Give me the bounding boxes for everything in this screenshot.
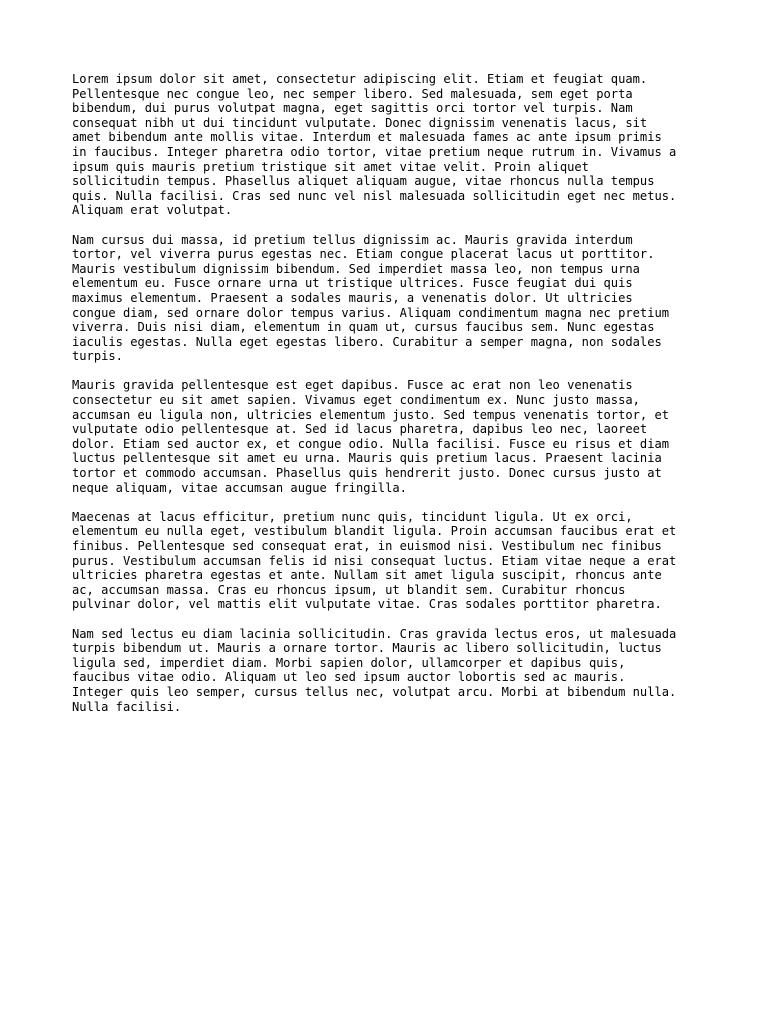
text-line: bibendum, dui purus volutpat magna, eget sagittis orci tortor vel turpis. Nam xyxy=(72,101,633,116)
text-line: accumsan eu ligula non, ultricies elementum justo. Sed tempus venenatis tortor, et xyxy=(72,407,670,422)
text-line: tortor, vel viverra purus egestas nec. Etiam congue placerat lacus ut porttitor. xyxy=(72,247,655,262)
paragraph-5 xyxy=(72,627,712,715)
text-line: tortor et commodo accumsan. Phasellus quis hendrerit justo. Donec cursus justo at xyxy=(72,466,662,481)
paragraph-2 xyxy=(72,233,712,364)
text-line: purus. Vestibulum accumsan felis id nisi consequat luctus. Etiam vitae neque a erat xyxy=(72,553,677,568)
paragraph-3 xyxy=(72,378,712,495)
text-line: ligula sed, imperdiet diam. Morbi sapien dolor, ullamcorper et dapibus quis, xyxy=(72,655,626,670)
text-line: consequat nibh ut dui tincidunt vulputate. Donec dignissim venenatis lacus, sit xyxy=(72,115,648,130)
text-line: Maecenas at lacus efficitur, pretium nunc quis, tincidunt ligula. Ut ex orci, xyxy=(72,509,633,524)
text-line: finibus. Pellentesque sed consequat erat, in euismod nisi. Vestibulum nec finibus xyxy=(72,539,662,553)
text-line: luctus pellentesque sit amet eu urna. Mauris quis pretium lacus. Praesent lacinia xyxy=(72,451,662,466)
text-line: Mauris gravida pellentesque est eget dapibus. Fusce ac erat non leo venenatis xyxy=(72,378,633,393)
paragraph-1 xyxy=(72,72,712,218)
text-line: neque aliquam, vitae accumsan augue fringilla. xyxy=(72,480,407,495)
text-line: iaculis egestas. Nulla eget egestas libero. Curabitur a semper magna, non sodales xyxy=(72,334,662,349)
text-line: Pellentesque nec congue leo, nec semper libero. Sed malesuada, sem eget porta xyxy=(72,86,633,101)
text-line: vulputate odio pellentesque at. Sed id lacus pharetra, dapibus leo nec, laoreet xyxy=(72,422,648,437)
text-line: elementum eu nulla eget, vestibulum blandit ligula. Proin accumsan faucibus erat et xyxy=(72,524,677,539)
text-line: Mauris vestibulum dignissim bibendum. Sed imperdiet massa leo, non tempus urna xyxy=(72,261,640,276)
text-line: dolor. Etiam sed auctor ex, et congue odio. Nulla facilisi. Fusce eu risus et diam xyxy=(72,436,670,451)
text-line: ultricies pharetra egestas et ante. Nullam sit amet ligula suscipit, rhoncus ante xyxy=(72,568,662,583)
text-line: consectetur eu sit amet sapien. Vivamus eget condimentum ex. Nunc justo massa, xyxy=(72,393,640,408)
text-line: maximus elementum. Praesent a sodales mauris, a venenatis dolor. Ut ultricies xyxy=(72,290,633,305)
text-line: amet bibendum ante mollis vitae. Interdum et malesuada fames ac ante ipsum primis xyxy=(72,130,662,145)
text-line: quis. Nulla facilisi. Cras sed nunc vel nisl malesuada sollicitudin eget nec metus. xyxy=(72,188,677,203)
paragraph-4 xyxy=(72,510,712,612)
text-line: viverra. Duis nisi diam, elementum in quam ut, cursus faucibus sem. Nunc egestas xyxy=(72,320,655,335)
text-line: Nam cursus dui massa, id pretium tellus dignissim ac. Mauris gravida interdum xyxy=(72,232,633,247)
text-line: congue diam, sed ornare dolor tempus varius. Aliquam condimentum magna nec pretium xyxy=(72,305,670,320)
text-line: turpis bibendum ut. Mauris a ornare tortor. Mauris ac libero sollicitudin, luctus xyxy=(72,641,662,656)
text-line: turpis. xyxy=(72,349,123,364)
text-line: Integer quis leo semper, cursus tellus nec, volutpat arcu. Morbi at bibendum nulla. xyxy=(72,684,677,699)
text-line: ipsum quis mauris pretium tristique sit amet vitae velit. Proin aliquet xyxy=(72,159,589,174)
text-line: ac, accumsan massa. Cras eu rhoncus ipsum, ut blandit sem. Curabitur rhoncus xyxy=(72,582,626,597)
document-body xyxy=(72,72,712,729)
text-line: Nam sed lectus eu diam lacinia sollicitudin. Cras gravida lectus eros, ut malesuada xyxy=(72,626,677,641)
text-line: in faucibus. Integer pharetra odio tortor, vitae pretium neque rutrum in. Vivamus a xyxy=(72,144,677,159)
text-line: elementum eu. Fusce ornare urna ut tristique ultrices. Fusce feugiat dui quis xyxy=(72,276,633,291)
text-line: pulvinar dolor, vel mattis elit vulputate vitae. Cras sodales porttitor pharetra. xyxy=(72,597,662,612)
text-line: faucibus vitae odio. Aliquam ut leo sed ipsum auctor lobortis sed ac mauris. xyxy=(72,670,626,685)
text-line: Lorem ipsum dolor sit amet, consectetur adipiscing elit. Etiam et feugiat quam. xyxy=(72,72,648,86)
text-line: Nulla facilisi. xyxy=(72,699,182,714)
text-line: Aliquam erat volutpat. xyxy=(72,203,233,218)
text-line: sollicitudin tempus. Phasellus aliquet aliquam augue, vitae rhoncus nulla tempus xyxy=(72,174,655,189)
